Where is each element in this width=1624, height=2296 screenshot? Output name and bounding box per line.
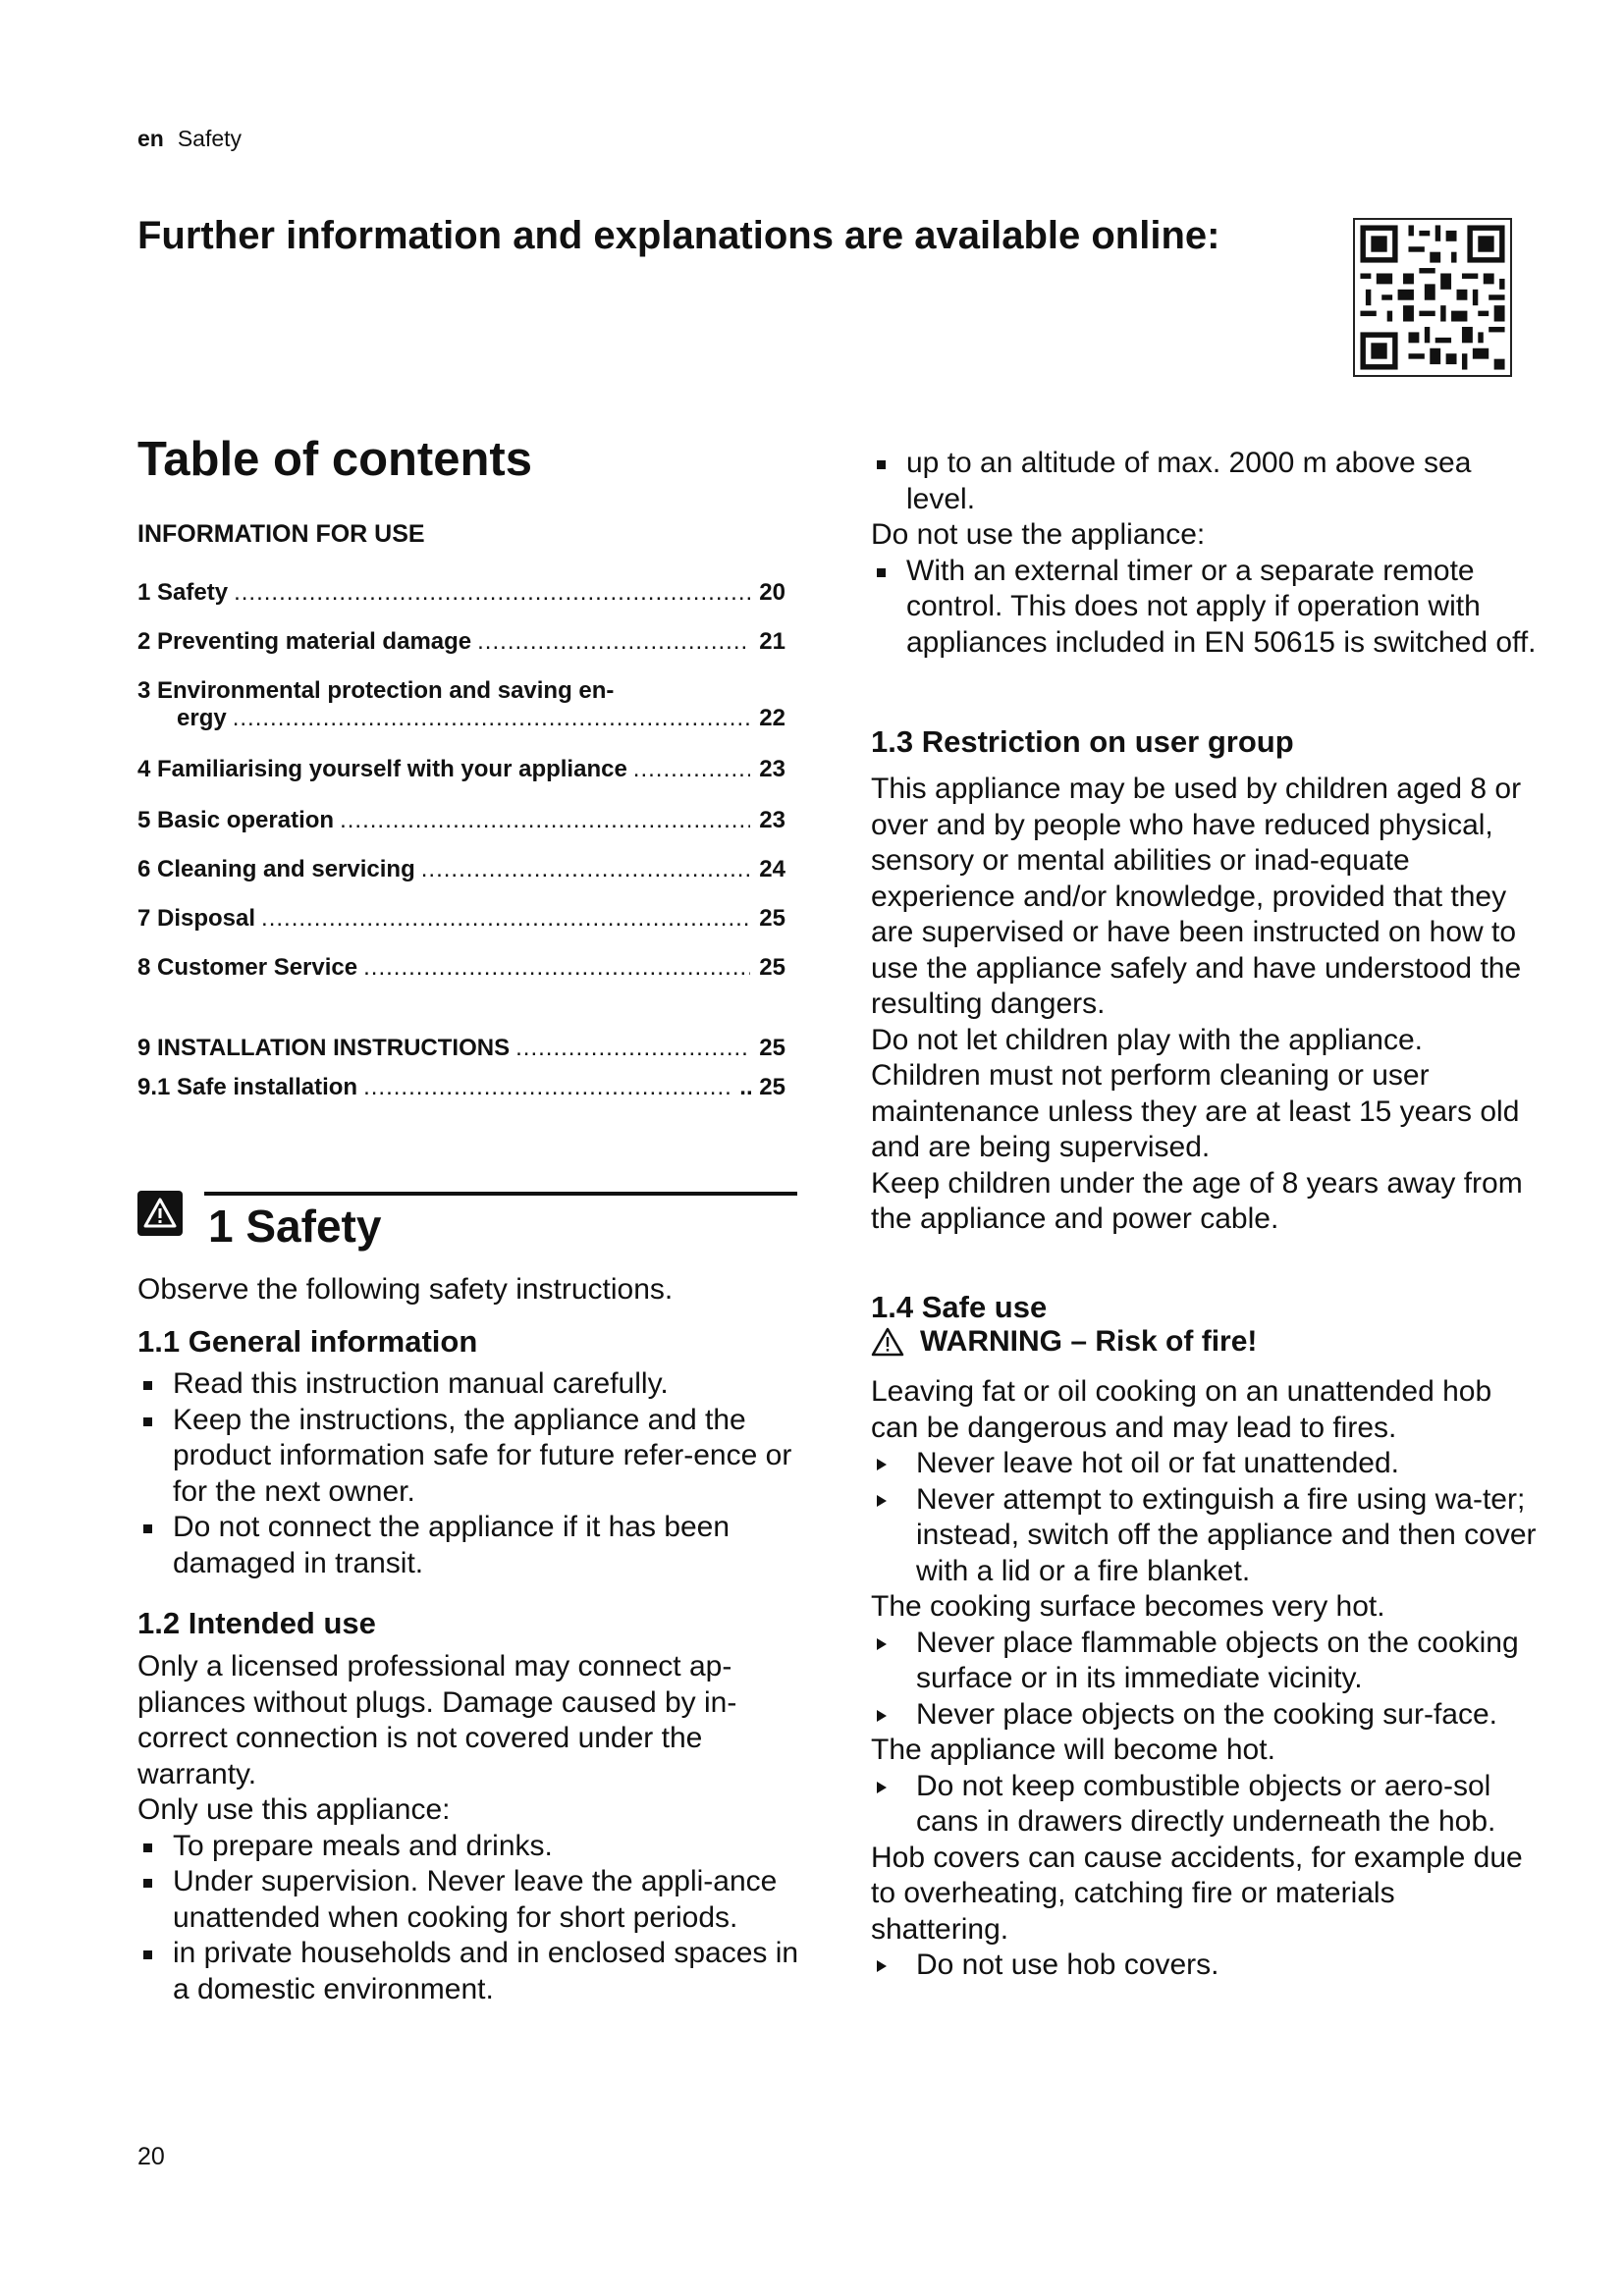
instruction-step: Never attempt to extinguish a fire using wa-ter; instead, switch off the appliance and then cover with a lid or a fire blanket. [871, 1482, 1539, 1590]
toc-entry-label: ergy [177, 705, 227, 731]
safety-intro: Observe the following safety instructions. [137, 1273, 674, 1306]
toc-entry[interactable] [137, 954, 785, 982]
toc-entry[interactable] [137, 579, 785, 607]
toc-entry-page: .. 25 [739, 1074, 785, 1100]
warning-heading [871, 1325, 1257, 1359]
toc-entry-page: 23 [759, 756, 785, 782]
language-code: en [137, 126, 164, 151]
hazard-paragraph: The cooking surface becomes very hot. [871, 1590, 1385, 1623]
restriction-paragraph: Keep children under the age of 8 years away from the appliance and power cable. [871, 1166, 1523, 1235]
header-section: Safety [177, 126, 243, 151]
heading-safe-use: 1.4 Safe use [871, 1290, 1048, 1324]
toc-entry-label: 3 Environmental protection and saving en- [137, 677, 615, 704]
intended-use-body [137, 1649, 805, 2007]
list-item: Do not connect the appliance if it has been damaged in transit. [137, 1510, 805, 1581]
toc-subheading: INFORMATION FOR USE [137, 520, 425, 548]
toc-entry[interactable] [137, 856, 785, 883]
hazard-paragraph: Hob covers can cause accidents, for example due to overheating, catching fire or materials shattering. [871, 1841, 1523, 1946]
instruction-step: Do not keep combustible objects or aero-sol cans in drawers directly underneath the hob. [871, 1769, 1539, 1841]
toc-entry[interactable] [137, 1035, 785, 1062]
instruction-step: Never place objects on the cooking sur-face. [871, 1697, 1539, 1734]
toc-entry-page: 25 [759, 1035, 785, 1061]
toc-entry-page: 21 [759, 628, 785, 655]
safety-warning-icon [137, 1191, 183, 1236]
toc-entry-label: 4 Familiarising yourself with your appliance [137, 756, 627, 782]
list-item: Keep the instructions, the appliance and the product information safe for future refer-ence or for the next owner. [137, 1403, 805, 1511]
warning-triangle-icon [871, 1327, 904, 1357]
restriction-paragraph: Do not let children play with the appliance. [871, 1023, 1424, 1056]
section-rule [204, 1192, 797, 1196]
safe-use-body [871, 1374, 1539, 1984]
heading-general-information: 1.1 General information [137, 1324, 478, 1359]
list-item: Under supervision. Never leave the appli-ance unattended when cooking for short periods. [137, 1864, 805, 1936]
toc-entry-page: 20 [759, 579, 785, 606]
toc-entry-label: 7 Disposal [137, 905, 256, 932]
only-use-label: Only use this appliance: [137, 1793, 451, 1826]
intended-use-paragraph: Only a licensed professional may connect ap-pliances without plugs. Damage caused by in-correct connection is not covered under the warranty. [137, 1650, 737, 1790]
toc-entry-page: 25 [759, 905, 785, 932]
restriction-paragraph: Children must not perform cleaning or user maintenance unless they are at least 15 years old and are being supervised. [871, 1059, 1520, 1163]
toc-entry[interactable] [137, 1074, 785, 1101]
instruction-step: Do not use hob covers. [871, 1948, 1539, 1984]
toc-entry-line1[interactable] [137, 677, 785, 705]
section-title-safety: 1 Safety [208, 1201, 382, 1252]
restriction-body [871, 772, 1539, 1238]
list-item: With an external timer or a separate remote control. This does not apply if operation with appliances included in EN 50615 is switched off. [871, 554, 1539, 662]
toc-entry[interactable] [137, 705, 785, 732]
toc-entry-label: 9.1 Safe installation [137, 1074, 358, 1100]
do-not-use-label: Do not use the appliance: [871, 518, 1206, 551]
heading-restriction-user-group: 1.3 Restriction on user group [871, 724, 1294, 759]
list-item: up to an altitude of max. 2000 m above sea level. [871, 446, 1539, 517]
toc-entry-page: 24 [759, 856, 785, 882]
warning-text: WARNING – Risk of fire! [920, 1325, 1258, 1358]
list-item: Read this instruction manual carefully. [137, 1366, 805, 1403]
list-item: To prepare meals and drinks. [137, 1829, 805, 1865]
hazard-paragraph: The appliance will become hot. [871, 1734, 1275, 1766]
toc-entry-label: 8 Customer Service [137, 954, 358, 981]
list-item: in private households and in enclosed spaces in a domestic environment. [137, 1936, 805, 2007]
toc-entry-page: 23 [759, 807, 785, 833]
intended-use-continued [871, 446, 1539, 661]
toc-entry[interactable] [137, 628, 785, 656]
general-list [137, 1366, 805, 1581]
toc-entry-page: 25 [759, 954, 785, 981]
instruction-step: Never leave hot oil or fat unattended. [871, 1446, 1539, 1482]
page-number: 20 [137, 2143, 165, 2170]
toc-entry-page: 22 [759, 705, 785, 731]
toc-entry[interactable] [137, 905, 785, 933]
instruction-step: Never place flammable objects on the cooking surface or in its immediate vicinity. [871, 1626, 1539, 1697]
qr-code [1353, 218, 1512, 377]
hazard-paragraph: Leaving fat or oil cooking on an unattended hob can be dangerous and may lead to fires. [871, 1375, 1492, 1444]
toc-entry-label: 5 Basic operation [137, 807, 335, 833]
heading-intended-use: 1.2 Intended use [137, 1606, 376, 1640]
running-header [137, 126, 242, 152]
toc-entry-label: 9 INSTALLATION INSTRUCTIONS [137, 1035, 511, 1061]
toc-entry-label: 2 Preventing material damage [137, 628, 472, 655]
toc-entry-label: 1 Safety [137, 579, 229, 606]
toc-entry[interactable] [137, 756, 785, 783]
toc-entry[interactable] [137, 807, 785, 834]
qr-code-icon [1355, 220, 1510, 375]
toc-entry-label: 6 Cleaning and servicing [137, 856, 415, 882]
restriction-paragraph: This appliance may be used by children aged 8 or over and by people who have reduced physical, sensory or mental abilities or inad-equate experience and/or knowledge, provided that they are supervised or have been instructed on how to use the appliance safely and have understood the resulting dangers. [871, 773, 1522, 1020]
online-info-heading: Further information and explanations are available online: [137, 214, 1220, 257]
toc-title: Table of contents [137, 433, 533, 486]
